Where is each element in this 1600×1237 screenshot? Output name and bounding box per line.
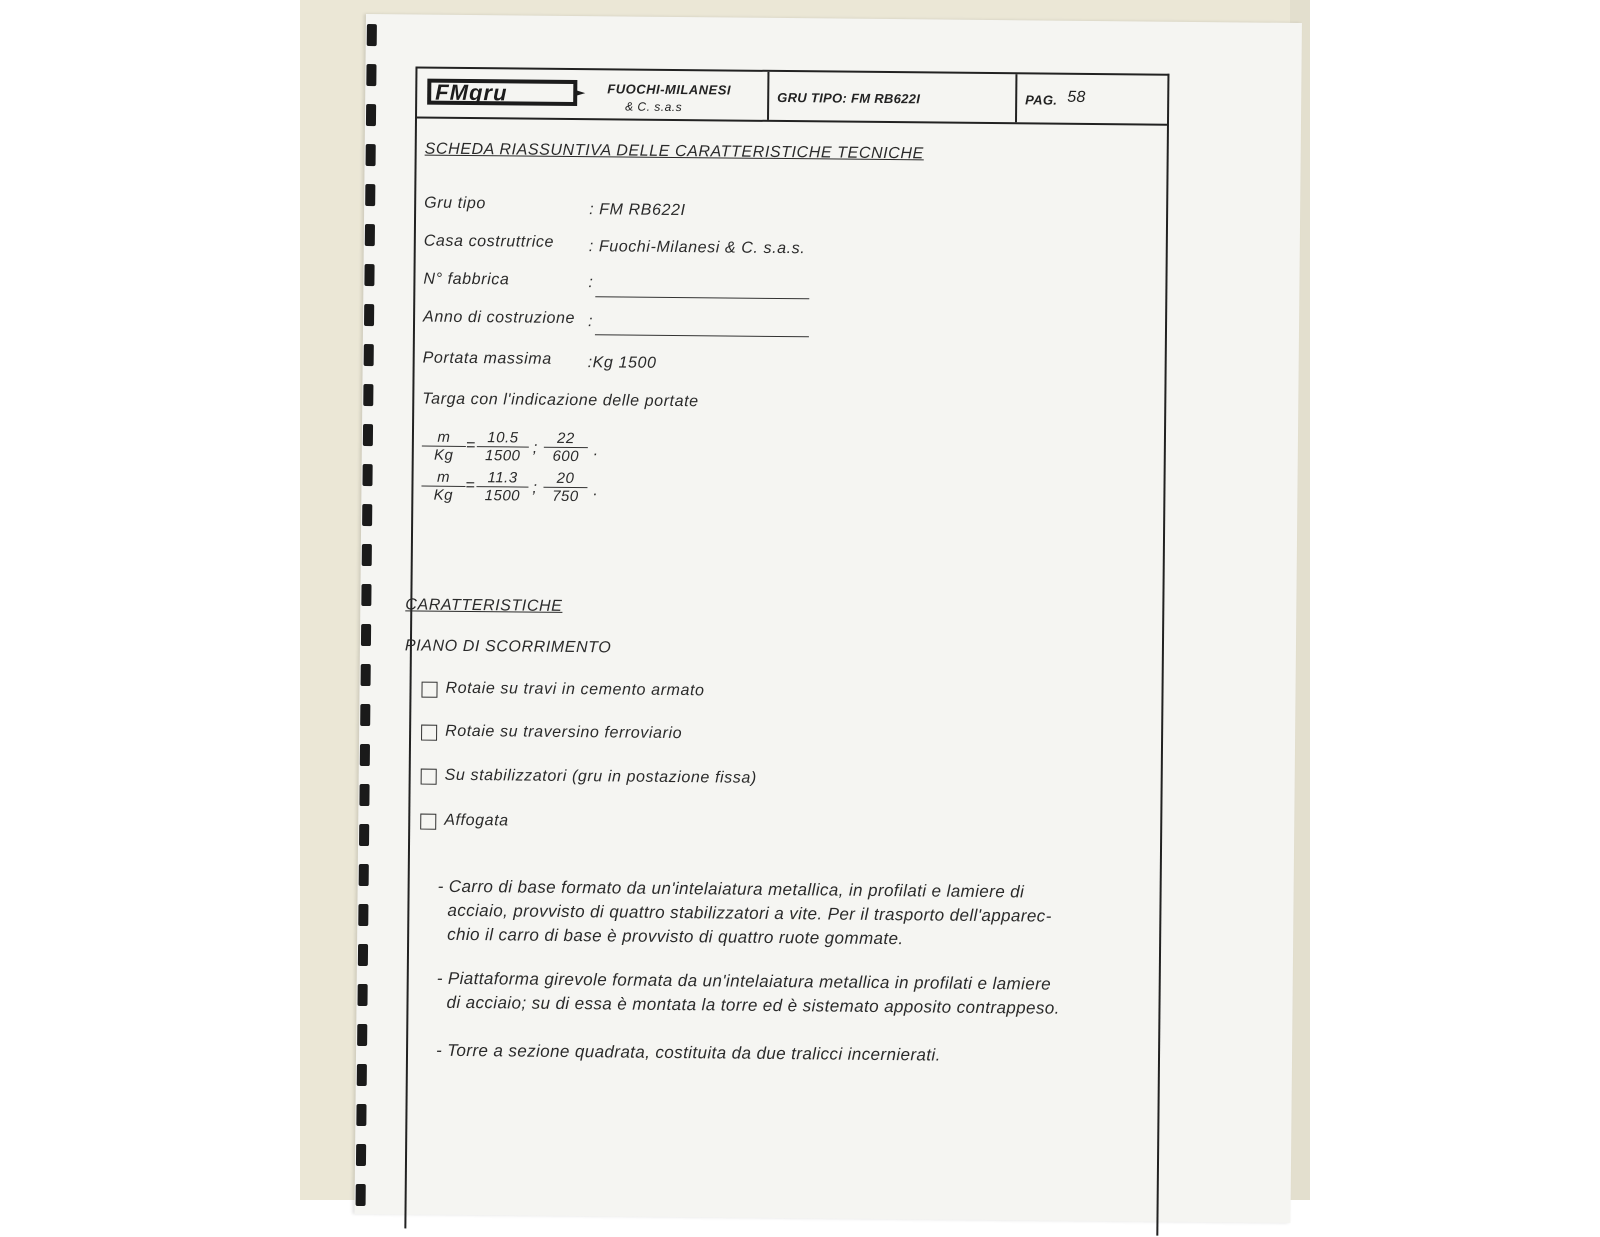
- page-header: [417, 68, 1167, 125]
- load-row-2-a-bottom: 1500: [484, 487, 521, 505]
- paragraph-tower: [436, 1039, 941, 1068]
- load-row-2-unit-top: m: [421, 469, 465, 487]
- binding-hole: [356, 1144, 366, 1166]
- subsection-title: PIANO DI SCORRIMENTO: [404, 637, 612, 657]
- option-checkbox-concrete-beams[interactable]: [421, 682, 437, 698]
- paragraph-base-carriage: [437, 875, 1052, 953]
- load-row-1-unit-bottom: Kg: [433, 446, 454, 464]
- binding-hole: [364, 304, 374, 326]
- load-row-2-a: [476, 469, 528, 504]
- header-page-cell: [1017, 74, 1167, 123]
- binding-hole: [365, 184, 375, 206]
- paragraph-line: di acciaio; su di essa è montata la torre ed è sistemato apposito contrappeso.: [446, 992, 1060, 1018]
- paragraph-rotating-platform: [436, 967, 1060, 1021]
- option-checkbox-embedded[interactable]: [420, 814, 436, 830]
- load-row-2-period: .: [593, 482, 598, 500]
- binding-hole: [363, 424, 373, 446]
- svg-text:FMgru: FMgru: [435, 79, 508, 106]
- field-value-year: :: [587, 313, 594, 331]
- paragraph-line: acciaio, provvisto di quattro stabilizzatori a vite. Per il trasporto dell'apparec-: [447, 900, 1052, 926]
- load-row-2-unit: [421, 469, 465, 504]
- paragraph-line: - Torre a sezione quadrata, costituita da due tralicci incernierati.: [435, 1040, 941, 1065]
- field-label-max-capacity: Portata massima: [422, 349, 552, 368]
- field-label-serial-number: N° fabbrica: [423, 270, 510, 289]
- option-label-concrete-beams: Rotaie su travi in cemento armato: [445, 679, 705, 700]
- field-value-manufacturer: : Fuochi-Milanesi & C. s.a.s.: [588, 238, 806, 258]
- load-row-1-semicolon: ;: [532, 439, 538, 457]
- binding-hole: [361, 624, 371, 646]
- field-label-manufacturer: Casa costruttrice: [423, 232, 555, 251]
- load-row-2-unit-bottom: Kg: [433, 486, 454, 504]
- load-row-2-b-top: 20: [543, 470, 587, 488]
- company-name: [607, 81, 731, 114]
- field-value-crane-type: : FM RB622I: [589, 201, 686, 220]
- binding-hole: [357, 1024, 367, 1046]
- company-logo: [425, 75, 587, 111]
- option-checkbox-stabilizers[interactable]: [421, 769, 437, 785]
- company-name-line1: FUOCHI-MILANESI: [607, 81, 732, 98]
- binding-hole: [366, 64, 376, 86]
- binding-hole: [356, 1184, 366, 1206]
- page-label: PAG.: [1025, 92, 1058, 108]
- load-row-1-b-bottom: 600: [552, 447, 580, 466]
- plate-label: Targa con l'indicazione delle portate: [422, 390, 699, 411]
- load-row-2-b: [543, 470, 587, 505]
- load-row-1-a: [477, 429, 529, 464]
- binding-hole: [357, 984, 367, 1006]
- binding-hole: [356, 1104, 366, 1126]
- load-row-2-a-top: 11.3: [476, 469, 528, 487]
- binding-hole: [364, 264, 374, 286]
- header-company-cell: [417, 68, 769, 119]
- load-row-1-period: .: [593, 442, 599, 460]
- option-checkbox-railway-sleepers[interactable]: [421, 725, 437, 741]
- paragraph-line: chio il carro di base è provvisto di quattro ruote gommate.: [447, 924, 904, 949]
- binding-hole: [363, 384, 373, 406]
- load-row-1-equals: =: [465, 436, 476, 455]
- binding-hole: [366, 144, 376, 166]
- load-row-2-semicolon: ;: [532, 479, 537, 497]
- binding-hole: [362, 504, 372, 526]
- binding-hole: [364, 344, 374, 366]
- field-value-serial-number: :: [588, 274, 594, 292]
- crane-type-label: GRU TIPO: FM RB622I: [777, 89, 921, 107]
- binding-hole: [362, 464, 372, 486]
- load-row-1-b: [544, 430, 588, 465]
- binding-hole: [365, 224, 375, 246]
- load-row-1-a-top: 10.5: [477, 429, 529, 447]
- option-label-embedded: Affogata: [444, 811, 509, 830]
- binding-hole: [366, 104, 376, 126]
- binding-hole: [360, 704, 370, 726]
- paragraph-line: - Carro di base formato da un'intelaiatura metallica, in profilati e lamiere di: [437, 876, 1025, 902]
- binding-hole: [357, 1064, 367, 1086]
- binding-hole: [361, 664, 371, 686]
- document-page: [354, 14, 1301, 1223]
- load-row-1-b-top: 22: [544, 430, 588, 448]
- binding-hole: [358, 904, 368, 926]
- load-row-1-unit-top: m: [422, 429, 466, 447]
- load-row-2-equals: =: [465, 476, 475, 495]
- load-row-2-b-bottom: 750: [552, 487, 579, 506]
- field-value-max-capacity: :Kg 1500: [587, 354, 657, 372]
- field-label-year: Anno di costruzione: [423, 308, 576, 328]
- load-row-1-a-bottom: 1500: [484, 447, 521, 465]
- binding-hole: [358, 944, 368, 966]
- binding-hole: [362, 544, 372, 566]
- page-number: 58: [1067, 88, 1086, 106]
- field-label-crane-type: Gru tipo: [424, 194, 486, 213]
- header-crane-type-cell: [767, 72, 1017, 122]
- binding-hole: [361, 584, 371, 606]
- option-label-railway-sleepers: Rotaie su traversino ferroviario: [445, 722, 683, 743]
- binding-hole: [359, 824, 369, 846]
- paragraph-line: - Piattaforma girevole formata da un'intelaiatura metallica in profilati e lamiere: [436, 968, 1052, 994]
- company-name-line2: & C. s.a.s: [625, 99, 683, 115]
- binding-hole: [359, 784, 369, 806]
- option-label-stabilizers: Su stabilizzatori (gru in postazione fissa): [444, 766, 757, 787]
- section-title: CARATTERISTICHE: [405, 596, 563, 615]
- binding-hole: [359, 864, 369, 886]
- load-row-1-unit: [422, 429, 466, 464]
- binding-hole: [360, 744, 370, 766]
- document-title: SCHEDA RIASSUNTIVA DELLE CARATTERISTICHE TECNICHE: [424, 140, 924, 163]
- binding-hole: [367, 24, 377, 46]
